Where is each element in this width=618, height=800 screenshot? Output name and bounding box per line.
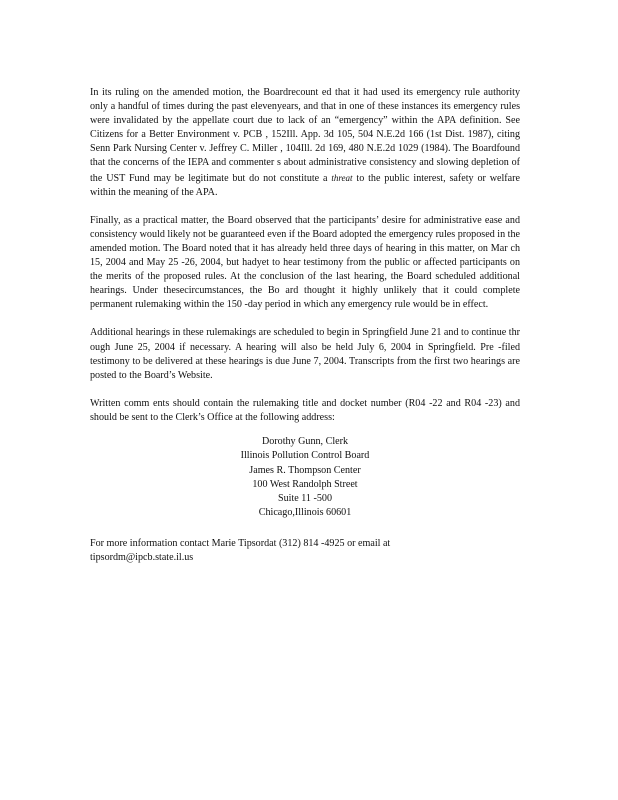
paragraph-contact-text: For more information contact Marie Tipsordat (312) 814 -4925 or email at tipsordm@ipcb.state.il.us [90, 537, 391, 563]
address-line: Dorothy Gunn, Clerk [261, 435, 349, 447]
address-line: James R. Thompson Center [249, 464, 361, 476]
mailing-address [90, 435, 520, 521]
paragraph-contact [90, 537, 460, 565]
paragraph-finally-text: Finally, as a practical matter, the Board observed that the participants’ desire for administrative ease and consistency would likely not be guaranteed even if the Board adopted the emergency rules proposed in the amended motion. The Board noted that it has already held three days of hearing in this matter, on Mar ch 15, 2004 and May 25 -26, 2004, but hadyet to hear testimony from the public or affected participants on the merits of the proposed rules. At the conclusion of the last hearing, the Board scheduled additional hearings. Under thesecircumstances, the Bo ard thought it highly unlikely that it could complete permanent rulemaking within the 150 -day period in which any emergency rule would be in effect. [90, 214, 520, 311]
emphasis-threat: threat [331, 172, 353, 183]
paragraph-hearings [90, 326, 520, 382]
paragraph-written-comments [90, 397, 520, 425]
paragraph-ruling-text-before: In its ruling on the amended motion, the Boardrecount ed that it had used its emergency rule authority only a handful of times during the past elevenyears, and that in one of these instances its emergency rules were invalidated by the appellate court due to lack of an “emergency” within the APA definition. See Citizens for a Better Environment v. PCB , 152Ill. App. 3d 105, 504 N.E.2d 166 (1st Dist. 1987), citing Senn Park Nursing Center v. Jeffrey C. Miller , 104Ill. 2d 169, 480 N.E.2d 1029 (1984). The Boardfound that the concerns of the IEPA and commenter s about administrative consistency and slowing depletion of the UST Fund may be legitimate but do not constitute a [90, 87, 520, 184]
document-body [90, 86, 520, 579]
address-line: Suite 11 -500 [277, 493, 333, 505]
paragraph-hearings-text: Additional hearings in these rulemakings are scheduled to begin in Springfield June 21 and to continue thr ough June 25, 2004 if necessary. A hearing will also be held July 6, 2004 in Springfield. Pre -filed testimony to be delivered at these hearings is due June 7, 2004. Transcripts from the first two hearings are posted to the Board’s Website. [90, 327, 520, 381]
address-line: 100 West Randolph Street [252, 478, 358, 490]
paragraph-written-comments-text: Written comm ents should contain the rulemaking title and docket number (R04 -22 and R04 -23) and should be sent to the Clerk’s Office at the following address: [90, 397, 520, 423]
address-line: Chicago,Illinois 60601 [258, 507, 352, 519]
address-line: Illinois Pollution Control Board [240, 450, 370, 462]
paragraph-ruling-text-after: to the public interest, safety or welfare within the meaning of the APA. [90, 172, 520, 198]
paragraph-ruling [90, 86, 520, 200]
paragraph-finally [90, 214, 520, 313]
